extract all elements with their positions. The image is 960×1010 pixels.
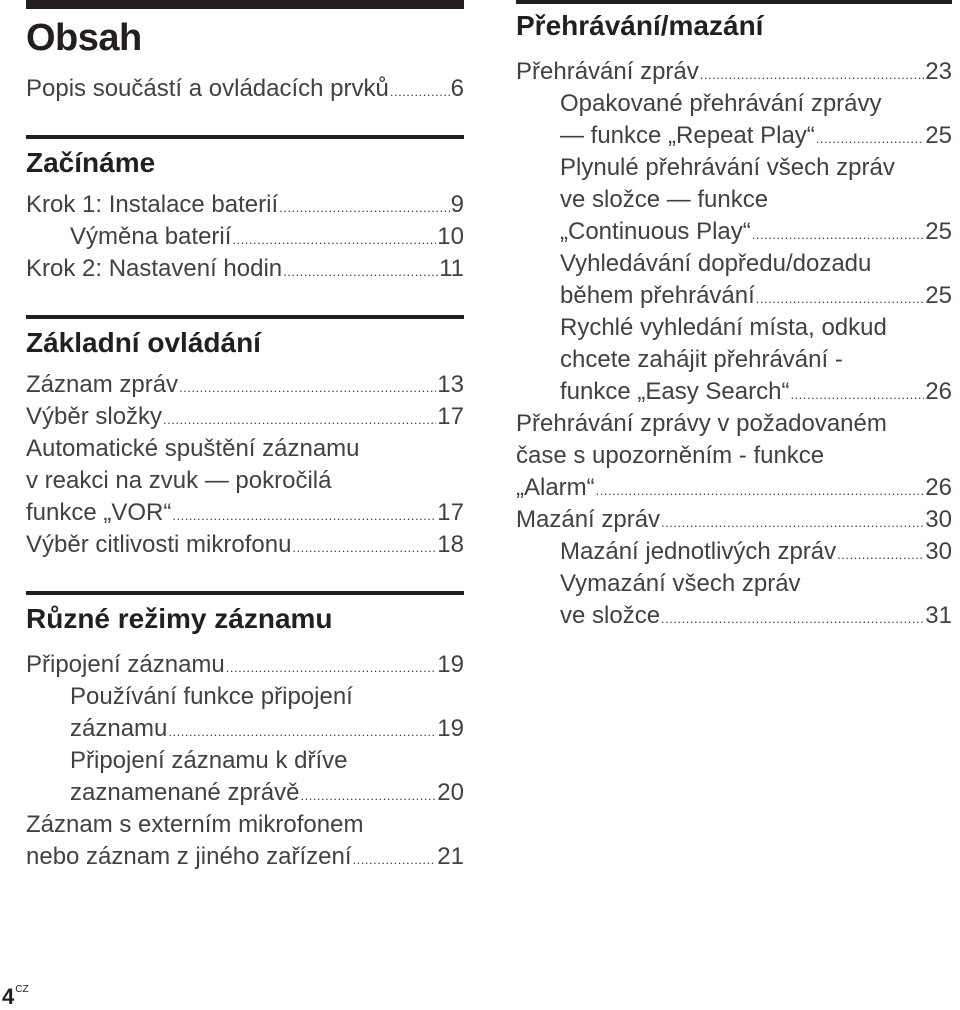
entry-text-line: Opakované přehrávání zprávy [560,90,882,117]
entry-text-line: Přehrávání zpráv [516,58,699,85]
entry-page-number: 6 [450,75,464,102]
entry-leader-row [560,600,952,632]
entry-text-line: zaznamenané zprávě [70,779,300,806]
entry-leader-row [26,529,464,561]
dot-leader [232,233,436,246]
entry-leader-row [26,73,464,105]
toc-entry[interactable] [26,649,464,681]
entry-page-number: 23 [925,58,952,85]
dot-leader [752,228,925,241]
entry-text-line: během přehrávání [560,282,755,309]
entry-text-line: Záznam s externím mikrofonem [26,811,364,838]
entry-page-number: 21 [437,843,464,870]
toc-subentry[interactable] [26,221,464,253]
entry-page-number: 25 [925,122,952,149]
toc-subentry[interactable] [516,88,952,152]
entry-page-number: 13 [437,371,464,398]
toc-entry[interactable] [26,529,464,561]
entry-page-number: 30 [925,506,952,533]
dot-leader [790,388,924,401]
entry-text-line: Přehrávání zprávy v požadovaném [516,410,887,437]
entry-page-number: 20 [437,779,464,806]
entry-leader-row [560,120,952,152]
toc-entry[interactable] [26,369,464,401]
entry-page-number: 10 [437,223,464,250]
toc-entry[interactable] [516,56,952,88]
entry-leader-row [26,649,464,681]
dot-leader [353,853,437,866]
entry-text-line: — funkce „Repeat Play“ [560,122,815,149]
toc-title: Obsah [26,17,142,59]
page-number [2,984,29,1010]
dot-leader [837,548,924,561]
toc-entry[interactable] [26,401,464,433]
dot-leader [700,68,925,81]
dot-leader [661,612,924,625]
entry-leader-row [560,376,952,408]
toc-subentry[interactable] [516,152,952,248]
entry-text-line: v reakci na zvuk — pokročilá [26,467,332,494]
section-heading: Přehrávání/mazání [516,10,764,41]
entry-leader-row [26,369,464,401]
entry-leader-row [26,253,464,285]
entry-text-line: záznamu [70,715,168,742]
entry-leader-row [26,189,464,221]
toc-entry[interactable] [26,73,464,105]
dot-leader [168,725,436,738]
dot-leader [163,413,436,426]
entry-text-line: „Alarm“ [516,474,595,501]
entry-page-number: 17 [437,499,464,526]
dot-leader [279,201,450,214]
toc-entry[interactable] [516,408,952,504]
entry-page-number: 25 [925,282,952,309]
page-number-value: 4 [2,984,15,1009]
dot-leader [816,132,925,145]
entry-text-line: Automatické spuštění záznamu [26,435,360,462]
entry-page-number: 30 [925,538,952,565]
entry-leader-row [70,221,464,253]
dot-leader [596,484,925,497]
entry-page-number: 26 [925,474,952,501]
toc-subentry[interactable] [516,568,952,632]
entry-text-line: Mazání jednotlivých zpráv [560,538,837,565]
toc-entry[interactable] [516,504,952,536]
toc-entry[interactable] [26,433,464,529]
entry-text-line: nebo záznam z jiného zařízení [26,843,352,870]
toc-subentry[interactable] [516,312,952,408]
entry-text-line: funkce „VOR“ [26,499,172,526]
dot-leader [283,265,438,278]
entry-text-line: Výběr složky [26,403,163,430]
entry-text-line: ve složce [560,602,661,629]
title-rule [26,0,464,9]
entry-page-number: 18 [437,531,464,558]
dot-leader [390,85,450,98]
toc-entry[interactable] [26,809,464,873]
entry-page-number: 11 [439,255,464,282]
entry-text-line: Popis součástí a ovládacích prvků [26,75,389,102]
entry-page-number: 17 [437,403,464,430]
entry-text-line: funkce „Easy Search“ [560,378,790,405]
entry-text-line: ve složce — funkce [560,186,769,213]
toc-entry[interactable] [26,253,464,285]
entry-leader-row [70,777,464,809]
dot-leader [756,292,925,305]
toc-subentry[interactable] [516,536,952,568]
entry-page-number: 19 [437,651,464,678]
section-rule [516,0,952,4]
toc-subentry[interactable] [26,745,464,809]
entry-text-line: Záznam zpráv [26,371,179,398]
toc-right-column [516,0,952,632]
section-heading: Různé režimy záznamu [26,603,333,634]
language-code: CZ [15,984,29,995]
entry-text-line: Vyhledávání dopředu/dozadu [560,250,872,277]
entry-leader-row [516,56,952,88]
entry-text-line: čase s upozorněním - funkce [516,442,825,469]
dot-leader [292,541,436,554]
entry-text-line: Plynulé přehrávání všech zpráv [560,154,895,181]
entry-text-line: Výměna baterií [70,223,232,250]
entry-leader-row [560,280,952,312]
entry-text-line: Krok 1: Instalace baterií [26,191,279,218]
dot-leader [300,789,436,802]
entry-leader-row [516,472,952,504]
entry-text-line: Mazání zpráv [516,506,661,533]
entry-page-number: 31 [925,602,952,629]
entry-leader-row [26,401,464,433]
section-heading: Začínáme [26,147,156,178]
entry-text-line: Rychlé vyhledání místa, odkud [560,314,887,341]
entry-page-number: 9 [450,191,464,218]
toc-subentry[interactable] [516,248,952,312]
entry-page-number: 19 [437,715,464,742]
toc-entry[interactable] [26,189,464,221]
entry-text-line: Připojení záznamu k dříve [70,747,348,774]
entry-leader-row [26,497,464,529]
toc-left-column [26,0,464,873]
entry-text-line: „Continuous Play“ [560,218,751,245]
entry-page-number: 25 [925,218,952,245]
entry-text-line: Krok 2: Nastavení hodin [26,255,283,282]
toc-subentry[interactable] [26,681,464,745]
entry-text-line: Výběr citlivosti mikrofonu [26,531,292,558]
entry-leader-row [560,536,952,568]
entry-text-line: Používání funkce připojení [70,683,353,710]
entry-leader-row [70,713,464,745]
dot-leader [172,509,436,522]
dot-leader [226,661,437,674]
entry-text-line: chcete zahájit přehrávání - [560,346,843,373]
entry-leader-row [26,841,464,873]
entry-text-line: Vymazání všech zpráv [560,570,801,597]
entry-leader-row [560,216,952,248]
entry-text-line: Připojení záznamu [26,651,225,678]
dot-leader [661,516,924,529]
entry-page-number: 26 [925,378,952,405]
section-heading: Základní ovládání [26,327,261,358]
entry-leader-row [516,504,952,536]
dot-leader [179,381,436,394]
